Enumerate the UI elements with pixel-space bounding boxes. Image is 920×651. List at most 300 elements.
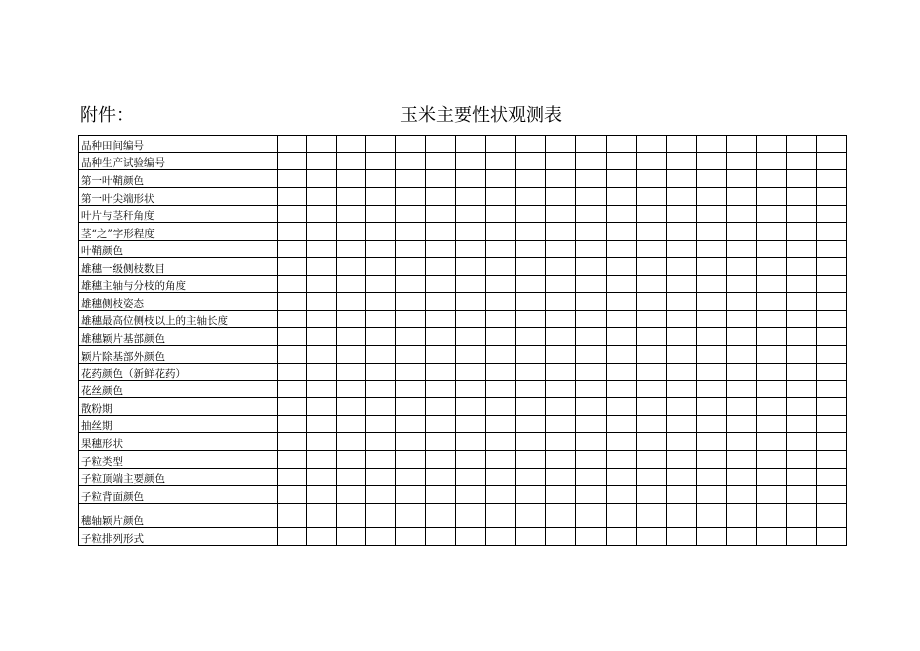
observation-cell[interactable] <box>396 206 426 223</box>
observation-cell[interactable] <box>727 346 757 364</box>
observation-cell[interactable] <box>727 528 757 546</box>
observation-cell[interactable] <box>456 153 486 170</box>
observation-cell[interactable] <box>817 433 847 451</box>
observation-cell[interactable] <box>366 469 396 486</box>
observation-cell[interactable] <box>307 241 337 258</box>
observation-cell[interactable] <box>307 451 337 469</box>
observation-cell[interactable] <box>396 346 426 364</box>
observation-cell[interactable] <box>576 504 607 528</box>
observation-cell[interactable] <box>757 206 787 223</box>
observation-cell[interactable] <box>426 486 456 504</box>
observation-cell[interactable] <box>787 258 817 276</box>
observation-cell[interactable] <box>396 451 426 469</box>
observation-cell[interactable] <box>637 398 667 416</box>
observation-cell[interactable] <box>817 469 847 486</box>
observation-cell[interactable] <box>697 136 727 153</box>
observation-cell[interactable] <box>337 486 366 504</box>
observation-cell[interactable] <box>757 451 787 469</box>
observation-cell[interactable] <box>757 398 787 416</box>
observation-cell[interactable] <box>486 398 516 416</box>
observation-cell[interactable] <box>757 433 787 451</box>
observation-cell[interactable] <box>607 416 637 433</box>
observation-cell[interactable] <box>727 364 757 381</box>
observation-cell[interactable] <box>337 293 366 311</box>
observation-cell[interactable] <box>546 451 576 469</box>
observation-cell[interactable] <box>787 136 817 153</box>
observation-cell[interactable] <box>426 136 456 153</box>
observation-cell[interactable] <box>278 153 307 170</box>
observation-cell[interactable] <box>396 398 426 416</box>
observation-cell[interactable] <box>576 223 607 241</box>
observation-cell[interactable] <box>787 328 817 346</box>
observation-cell[interactable] <box>607 136 637 153</box>
observation-cell[interactable] <box>337 170 366 188</box>
observation-cell[interactable] <box>787 276 817 293</box>
observation-cell[interactable] <box>396 258 426 276</box>
observation-cell[interactable] <box>337 241 366 258</box>
observation-cell[interactable] <box>426 276 456 293</box>
observation-cell[interactable] <box>516 136 546 153</box>
observation-cell[interactable] <box>486 136 516 153</box>
observation-cell[interactable] <box>337 223 366 241</box>
observation-cell[interactable] <box>426 416 456 433</box>
observation-cell[interactable] <box>607 364 637 381</box>
observation-cell[interactable] <box>546 136 576 153</box>
observation-cell[interactable] <box>667 364 697 381</box>
observation-cell[interactable] <box>307 170 337 188</box>
observation-cell[interactable] <box>637 328 667 346</box>
observation-cell[interactable] <box>697 504 727 528</box>
observation-cell[interactable] <box>727 276 757 293</box>
observation-cell[interactable] <box>787 241 817 258</box>
observation-cell[interactable] <box>727 398 757 416</box>
observation-cell[interactable] <box>366 364 396 381</box>
observation-cell[interactable] <box>787 188 817 206</box>
observation-cell[interactable] <box>727 136 757 153</box>
observation-cell[interactable] <box>307 381 337 398</box>
observation-cell[interactable] <box>576 258 607 276</box>
observation-cell[interactable] <box>787 433 817 451</box>
observation-cell[interactable] <box>576 416 607 433</box>
observation-cell[interactable] <box>366 398 396 416</box>
observation-cell[interactable] <box>426 328 456 346</box>
observation-cell[interactable] <box>486 451 516 469</box>
observation-cell[interactable] <box>337 504 366 528</box>
observation-cell[interactable] <box>757 223 787 241</box>
observation-cell[interactable] <box>307 528 337 546</box>
observation-cell[interactable] <box>426 258 456 276</box>
observation-cell[interactable] <box>607 153 637 170</box>
observation-cell[interactable] <box>637 293 667 311</box>
observation-cell[interactable] <box>576 276 607 293</box>
observation-cell[interactable] <box>757 170 787 188</box>
observation-cell[interactable] <box>607 433 637 451</box>
observation-cell[interactable] <box>787 206 817 223</box>
observation-cell[interactable] <box>817 346 847 364</box>
observation-cell[interactable] <box>757 258 787 276</box>
observation-cell[interactable] <box>426 504 456 528</box>
observation-cell[interactable] <box>366 346 396 364</box>
observation-cell[interactable] <box>307 258 337 276</box>
observation-cell[interactable] <box>516 528 546 546</box>
observation-cell[interactable] <box>366 293 396 311</box>
observation-cell[interactable] <box>757 293 787 311</box>
observation-cell[interactable] <box>366 328 396 346</box>
observation-cell[interactable] <box>576 364 607 381</box>
observation-cell[interactable] <box>607 451 637 469</box>
observation-cell[interactable] <box>697 398 727 416</box>
observation-cell[interactable] <box>396 241 426 258</box>
observation-cell[interactable] <box>307 433 337 451</box>
observation-cell[interactable] <box>337 153 366 170</box>
observation-cell[interactable] <box>396 223 426 241</box>
observation-cell[interactable] <box>426 311 456 328</box>
observation-cell[interactable] <box>456 170 486 188</box>
observation-cell[interactable] <box>486 346 516 364</box>
observation-cell[interactable] <box>426 293 456 311</box>
observation-cell[interactable] <box>486 328 516 346</box>
observation-cell[interactable] <box>787 416 817 433</box>
observation-cell[interactable] <box>278 188 307 206</box>
observation-cell[interactable] <box>396 469 426 486</box>
observation-cell[interactable] <box>637 469 667 486</box>
observation-cell[interactable] <box>697 241 727 258</box>
observation-cell[interactable] <box>637 241 667 258</box>
observation-cell[interactable] <box>546 486 576 504</box>
observation-cell[interactable] <box>546 223 576 241</box>
observation-cell[interactable] <box>757 528 787 546</box>
observation-cell[interactable] <box>337 328 366 346</box>
observation-cell[interactable] <box>607 346 637 364</box>
observation-cell[interactable] <box>637 433 667 451</box>
observation-cell[interactable] <box>817 311 847 328</box>
observation-cell[interactable] <box>697 276 727 293</box>
observation-cell[interactable] <box>787 364 817 381</box>
observation-cell[interactable] <box>576 241 607 258</box>
observation-cell[interactable] <box>426 433 456 451</box>
observation-cell[interactable] <box>546 311 576 328</box>
observation-cell[interactable] <box>697 293 727 311</box>
observation-cell[interactable] <box>396 504 426 528</box>
observation-cell[interactable] <box>607 258 637 276</box>
observation-cell[interactable] <box>637 381 667 398</box>
observation-cell[interactable] <box>546 416 576 433</box>
observation-cell[interactable] <box>278 416 307 433</box>
observation-cell[interactable] <box>307 346 337 364</box>
observation-cell[interactable] <box>456 293 486 311</box>
observation-cell[interactable] <box>607 293 637 311</box>
observation-cell[interactable] <box>516 328 546 346</box>
observation-cell[interactable] <box>757 153 787 170</box>
observation-cell[interactable] <box>697 486 727 504</box>
observation-cell[interactable] <box>546 241 576 258</box>
observation-cell[interactable] <box>787 528 817 546</box>
observation-cell[interactable] <box>486 311 516 328</box>
observation-cell[interactable] <box>516 153 546 170</box>
observation-cell[interactable] <box>278 528 307 546</box>
observation-cell[interactable] <box>787 486 817 504</box>
observation-cell[interactable] <box>366 223 396 241</box>
observation-cell[interactable] <box>337 206 366 223</box>
observation-cell[interactable] <box>697 381 727 398</box>
observation-cell[interactable] <box>486 206 516 223</box>
observation-cell[interactable] <box>307 206 337 223</box>
observation-cell[interactable] <box>546 504 576 528</box>
observation-cell[interactable] <box>486 469 516 486</box>
observation-cell[interactable] <box>486 276 516 293</box>
observation-cell[interactable] <box>757 241 787 258</box>
observation-cell[interactable] <box>727 188 757 206</box>
observation-cell[interactable] <box>817 381 847 398</box>
observation-cell[interactable] <box>337 528 366 546</box>
observation-cell[interactable] <box>667 311 697 328</box>
observation-cell[interactable] <box>278 223 307 241</box>
observation-cell[interactable] <box>607 311 637 328</box>
observation-cell[interactable] <box>576 381 607 398</box>
observation-cell[interactable] <box>337 136 366 153</box>
observation-cell[interactable] <box>546 276 576 293</box>
observation-cell[interactable] <box>278 451 307 469</box>
observation-cell[interactable] <box>516 451 546 469</box>
observation-cell[interactable] <box>667 153 697 170</box>
observation-cell[interactable] <box>576 206 607 223</box>
observation-cell[interactable] <box>697 528 727 546</box>
observation-cell[interactable] <box>637 153 667 170</box>
observation-cell[interactable] <box>366 153 396 170</box>
observation-cell[interactable] <box>667 469 697 486</box>
observation-cell[interactable] <box>366 188 396 206</box>
observation-cell[interactable] <box>307 136 337 153</box>
observation-cell[interactable] <box>396 328 426 346</box>
observation-cell[interactable] <box>396 188 426 206</box>
observation-cell[interactable] <box>516 276 546 293</box>
observation-cell[interactable] <box>637 504 667 528</box>
observation-cell[interactable] <box>366 276 396 293</box>
observation-cell[interactable] <box>697 416 727 433</box>
observation-cell[interactable] <box>486 258 516 276</box>
observation-cell[interactable] <box>817 241 847 258</box>
observation-cell[interactable] <box>456 258 486 276</box>
observation-cell[interactable] <box>278 504 307 528</box>
observation-cell[interactable] <box>396 170 426 188</box>
observation-cell[interactable] <box>817 293 847 311</box>
observation-cell[interactable] <box>456 206 486 223</box>
observation-cell[interactable] <box>486 416 516 433</box>
observation-cell[interactable] <box>516 258 546 276</box>
observation-cell[interactable] <box>307 469 337 486</box>
observation-cell[interactable] <box>817 170 847 188</box>
observation-cell[interactable] <box>607 188 637 206</box>
observation-cell[interactable] <box>456 416 486 433</box>
observation-cell[interactable] <box>516 346 546 364</box>
observation-cell[interactable] <box>576 398 607 416</box>
observation-cell[interactable] <box>727 469 757 486</box>
observation-cell[interactable] <box>637 136 667 153</box>
observation-cell[interactable] <box>576 188 607 206</box>
observation-cell[interactable] <box>486 504 516 528</box>
observation-cell[interactable] <box>757 381 787 398</box>
observation-cell[interactable] <box>307 486 337 504</box>
observation-cell[interactable] <box>757 311 787 328</box>
observation-cell[interactable] <box>637 528 667 546</box>
observation-cell[interactable] <box>817 398 847 416</box>
observation-cell[interactable] <box>817 328 847 346</box>
observation-cell[interactable] <box>396 153 426 170</box>
observation-cell[interactable] <box>546 206 576 223</box>
observation-cell[interactable] <box>667 486 697 504</box>
observation-cell[interactable] <box>278 486 307 504</box>
observation-cell[interactable] <box>607 504 637 528</box>
observation-cell[interactable] <box>697 433 727 451</box>
observation-cell[interactable] <box>667 223 697 241</box>
observation-cell[interactable] <box>667 346 697 364</box>
observation-cell[interactable] <box>426 170 456 188</box>
observation-cell[interactable] <box>817 206 847 223</box>
observation-cell[interactable] <box>546 398 576 416</box>
observation-cell[interactable] <box>546 153 576 170</box>
observation-cell[interactable] <box>278 258 307 276</box>
observation-cell[interactable] <box>697 258 727 276</box>
observation-cell[interactable] <box>516 311 546 328</box>
observation-cell[interactable] <box>516 188 546 206</box>
observation-cell[interactable] <box>667 416 697 433</box>
observation-cell[interactable] <box>396 311 426 328</box>
observation-cell[interactable] <box>366 433 396 451</box>
observation-cell[interactable] <box>757 416 787 433</box>
observation-cell[interactable] <box>727 311 757 328</box>
observation-cell[interactable] <box>787 504 817 528</box>
observation-cell[interactable] <box>366 486 396 504</box>
observation-cell[interactable] <box>516 206 546 223</box>
observation-cell[interactable] <box>576 170 607 188</box>
observation-cell[interactable] <box>697 364 727 381</box>
observation-cell[interactable] <box>697 170 727 188</box>
observation-cell[interactable] <box>667 136 697 153</box>
observation-cell[interactable] <box>817 136 847 153</box>
observation-cell[interactable] <box>366 528 396 546</box>
observation-cell[interactable] <box>278 170 307 188</box>
observation-cell[interactable] <box>366 170 396 188</box>
observation-cell[interactable] <box>486 188 516 206</box>
observation-cell[interactable] <box>546 364 576 381</box>
observation-cell[interactable] <box>456 188 486 206</box>
observation-cell[interactable] <box>278 364 307 381</box>
observation-cell[interactable] <box>727 206 757 223</box>
observation-cell[interactable] <box>667 241 697 258</box>
observation-cell[interactable] <box>456 486 486 504</box>
observation-cell[interactable] <box>817 153 847 170</box>
observation-cell[interactable] <box>337 469 366 486</box>
observation-cell[interactable] <box>576 528 607 546</box>
observation-cell[interactable] <box>456 136 486 153</box>
observation-cell[interactable] <box>337 381 366 398</box>
observation-cell[interactable] <box>278 206 307 223</box>
observation-cell[interactable] <box>396 293 426 311</box>
observation-cell[interactable] <box>727 451 757 469</box>
observation-cell[interactable] <box>727 381 757 398</box>
observation-cell[interactable] <box>337 364 366 381</box>
observation-cell[interactable] <box>456 276 486 293</box>
observation-cell[interactable] <box>486 293 516 311</box>
observation-cell[interactable] <box>607 241 637 258</box>
observation-cell[interactable] <box>697 346 727 364</box>
observation-cell[interactable] <box>366 504 396 528</box>
observation-cell[interactable] <box>727 504 757 528</box>
observation-cell[interactable] <box>426 223 456 241</box>
observation-cell[interactable] <box>396 433 426 451</box>
observation-cell[interactable] <box>727 170 757 188</box>
observation-cell[interactable] <box>787 346 817 364</box>
observation-cell[interactable] <box>727 433 757 451</box>
observation-cell[interactable] <box>667 206 697 223</box>
observation-cell[interactable] <box>637 346 667 364</box>
observation-cell[interactable] <box>817 258 847 276</box>
observation-cell[interactable] <box>307 188 337 206</box>
observation-cell[interactable] <box>757 346 787 364</box>
observation-cell[interactable] <box>667 258 697 276</box>
observation-cell[interactable] <box>456 469 486 486</box>
observation-cell[interactable] <box>757 486 787 504</box>
observation-cell[interactable] <box>426 241 456 258</box>
observation-cell[interactable] <box>456 381 486 398</box>
observation-cell[interactable] <box>426 346 456 364</box>
observation-cell[interactable] <box>307 293 337 311</box>
observation-cell[interactable] <box>637 311 667 328</box>
observation-cell[interactable] <box>727 328 757 346</box>
observation-cell[interactable] <box>607 276 637 293</box>
observation-cell[interactable] <box>516 293 546 311</box>
observation-cell[interactable] <box>546 381 576 398</box>
observation-cell[interactable] <box>667 170 697 188</box>
observation-cell[interactable] <box>667 276 697 293</box>
observation-cell[interactable] <box>576 486 607 504</box>
observation-cell[interactable] <box>278 398 307 416</box>
observation-cell[interactable] <box>426 528 456 546</box>
observation-cell[interactable] <box>787 153 817 170</box>
observation-cell[interactable] <box>396 381 426 398</box>
observation-cell[interactable] <box>278 276 307 293</box>
observation-cell[interactable] <box>426 364 456 381</box>
observation-cell[interactable] <box>278 136 307 153</box>
observation-cell[interactable] <box>637 170 667 188</box>
observation-cell[interactable] <box>637 188 667 206</box>
observation-cell[interactable] <box>366 416 396 433</box>
observation-cell[interactable] <box>396 364 426 381</box>
observation-cell[interactable] <box>456 528 486 546</box>
observation-cell[interactable] <box>667 293 697 311</box>
observation-cell[interactable] <box>366 311 396 328</box>
observation-cell[interactable] <box>667 504 697 528</box>
observation-cell[interactable] <box>757 188 787 206</box>
observation-cell[interactable] <box>516 223 546 241</box>
observation-cell[interactable] <box>307 276 337 293</box>
observation-cell[interactable] <box>787 223 817 241</box>
observation-cell[interactable] <box>337 433 366 451</box>
observation-cell[interactable] <box>278 469 307 486</box>
observation-cell[interactable] <box>396 528 426 546</box>
observation-cell[interactable] <box>697 311 727 328</box>
observation-cell[interactable] <box>727 293 757 311</box>
observation-cell[interactable] <box>307 398 337 416</box>
observation-cell[interactable] <box>727 258 757 276</box>
observation-cell[interactable] <box>757 276 787 293</box>
observation-cell[interactable] <box>426 153 456 170</box>
observation-cell[interactable] <box>697 328 727 346</box>
observation-cell[interactable] <box>576 433 607 451</box>
observation-cell[interactable] <box>307 364 337 381</box>
observation-cell[interactable] <box>426 398 456 416</box>
observation-cell[interactable] <box>337 276 366 293</box>
